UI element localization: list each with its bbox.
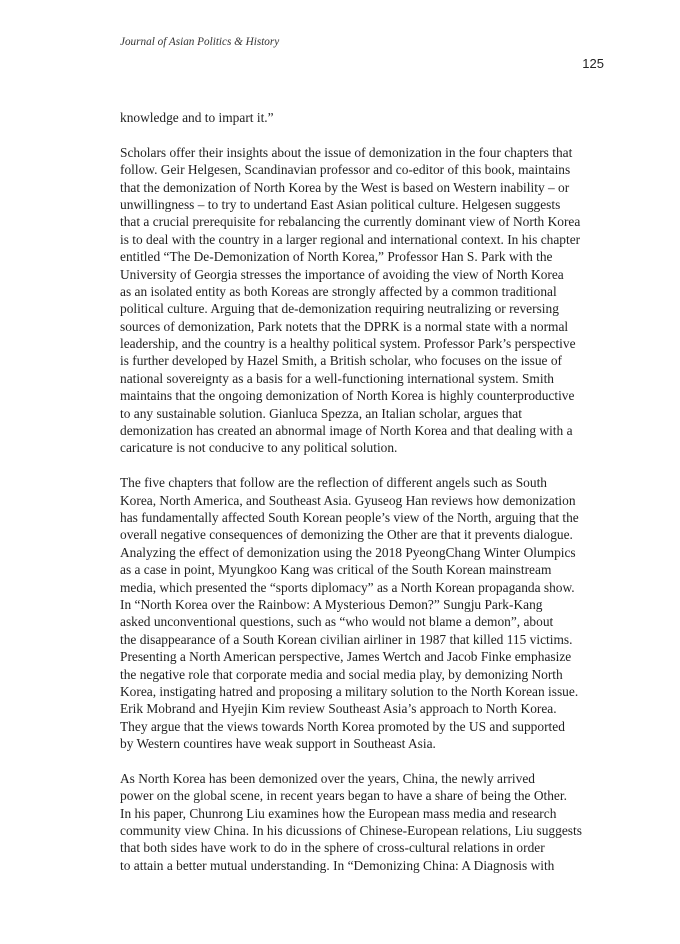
text-line: that both sides have work to do in the sphere of cross-cultural relations in order [120,840,545,856]
paragraph-china [120,770,610,874]
text-line: to attain a better mutual understanding. In “Demonizing China: A Diagnosis with [120,857,555,873]
text-line: power on the global scene, in recent years began to have a share of being the Other. [120,788,567,804]
text-line: Analyzing the effect of demonization using the 2018 PyeongChang Winter Olumpics [120,544,576,560]
text-line: Scholars offer their insights about the issue of demonization in the four chapters that [120,144,573,160]
text-line: has fundamentally affected South Korean people’s view of the North, arguing that the [120,509,579,525]
text-line: media, which presented the “sports diplomacy” as a North Korean propaganda show. [120,579,575,595]
text-line: University of Georgia stresses the importance of avoiding the view of North Korea [120,266,564,282]
text-line: national sovereignty as a basis for a well-functioning international system. Smith [120,370,554,386]
page-number: 125 [582,56,604,71]
text-line: Korea, North America, and Southeast Asia. Gyuseog Han reviews how demonization [120,492,576,508]
paragraph-gap [120,752,610,769]
text-line: as an isolated entity as both Koreas are strongly affected by a common traditional [120,283,557,299]
text-line: entitled “The De-Demonization of North Korea,” Professor Han S. Park with the [120,249,553,265]
text-line: Korea, instigating hatred and proposing a military solution to the North Korean issue. [120,683,579,699]
text-line: leadership, and the country is a healthy political system. Professor Park’s perspective [120,336,576,352]
text-line: the disappearance of a South Korean civilian airliner in 1987 that killed 115 victims. [120,631,573,647]
text-line: sources of demonization, Park notets that the DPRK is a normal state with a normal [120,318,569,334]
text-line: follow. Geir Helgesen, Scandinavian professor and co-editor of this book, maintains [120,162,571,178]
article-body [120,109,610,874]
text-line: caricature is not conducive to any political solution. [120,440,398,456]
text-line: They argue that the views towards North Korea promoted by the US and supported [120,718,565,734]
text-line: that the demonization of North Korea by the West is based on Western inability – or [120,179,570,195]
text-line: asked unconventional questions, such as “who would not blame a demon”, about [120,614,554,630]
paragraph-continuation [120,109,610,126]
paragraph-scholars [120,144,610,457]
text-line: demonization has created an abnormal image of North Korea and that dealing with a [120,423,573,439]
text-line: As North Korea has been demonized over the years, China, the newly arrived [120,770,535,786]
text-line: In his paper, Chunrong Liu examines how the European mass media and research [120,805,557,821]
journal-title: Journal of Asian Politics & History [120,36,280,48]
text-line: is to deal with the country in a larger regional and international context. In his chapter [120,231,581,247]
text-line: the negative role that corporate media and social media play, by demonizing North [120,666,563,682]
text-line: In “North Korea over the Rainbow: A Mysterious Demon?” Sungju Park-Kang [120,596,543,612]
text-line: unwillingness – to try to undertand East Asian political culture. Helgesen suggests [120,196,561,212]
text-line: community view China. In his dicussions of Chinese-European relations, Liu suggests [120,823,582,839]
text-line: that a crucial prerequisite for rebalancing the currently dominant view of North Korea [120,214,581,230]
text-line: maintains that the ongoing demonization of North Korea is highly counterproductive [120,388,575,404]
text-line: Erik Mobrand and Hyejin Kim review Southeast Asia’s approach to North Korea. [120,701,557,717]
paragraph-gap [120,126,610,143]
text-line: overall negative consequences of demonizing the Other are that it prevents dialogue. [120,527,573,543]
text-line: to any sustainable solution. Gianluca Spezza, an Italian scholar, argues that [120,405,522,421]
text-line: by Western countires have weak support in Southeast Asia. [120,736,436,752]
paragraph-five-chapters [120,474,610,752]
text-line: Presenting a North American perspective, James Wertch and Jacob Finke emphasize [120,649,572,665]
text-line: The five chapters that follow are the reflection of different angels such as South [120,475,547,491]
text-line: is further developed by Hazel Smith, a British scholar, who focuses on the issue of [120,353,563,369]
paragraph-gap [120,457,610,474]
text-line: knowledge and to impart it.” [120,110,274,125]
text-line: political culture. Arguing that de-demonization requiring neutralizing or reversing [120,301,559,317]
text-line: as a case in point, Myungkoo Kang was critical of the South Korean mainstream [120,562,552,578]
